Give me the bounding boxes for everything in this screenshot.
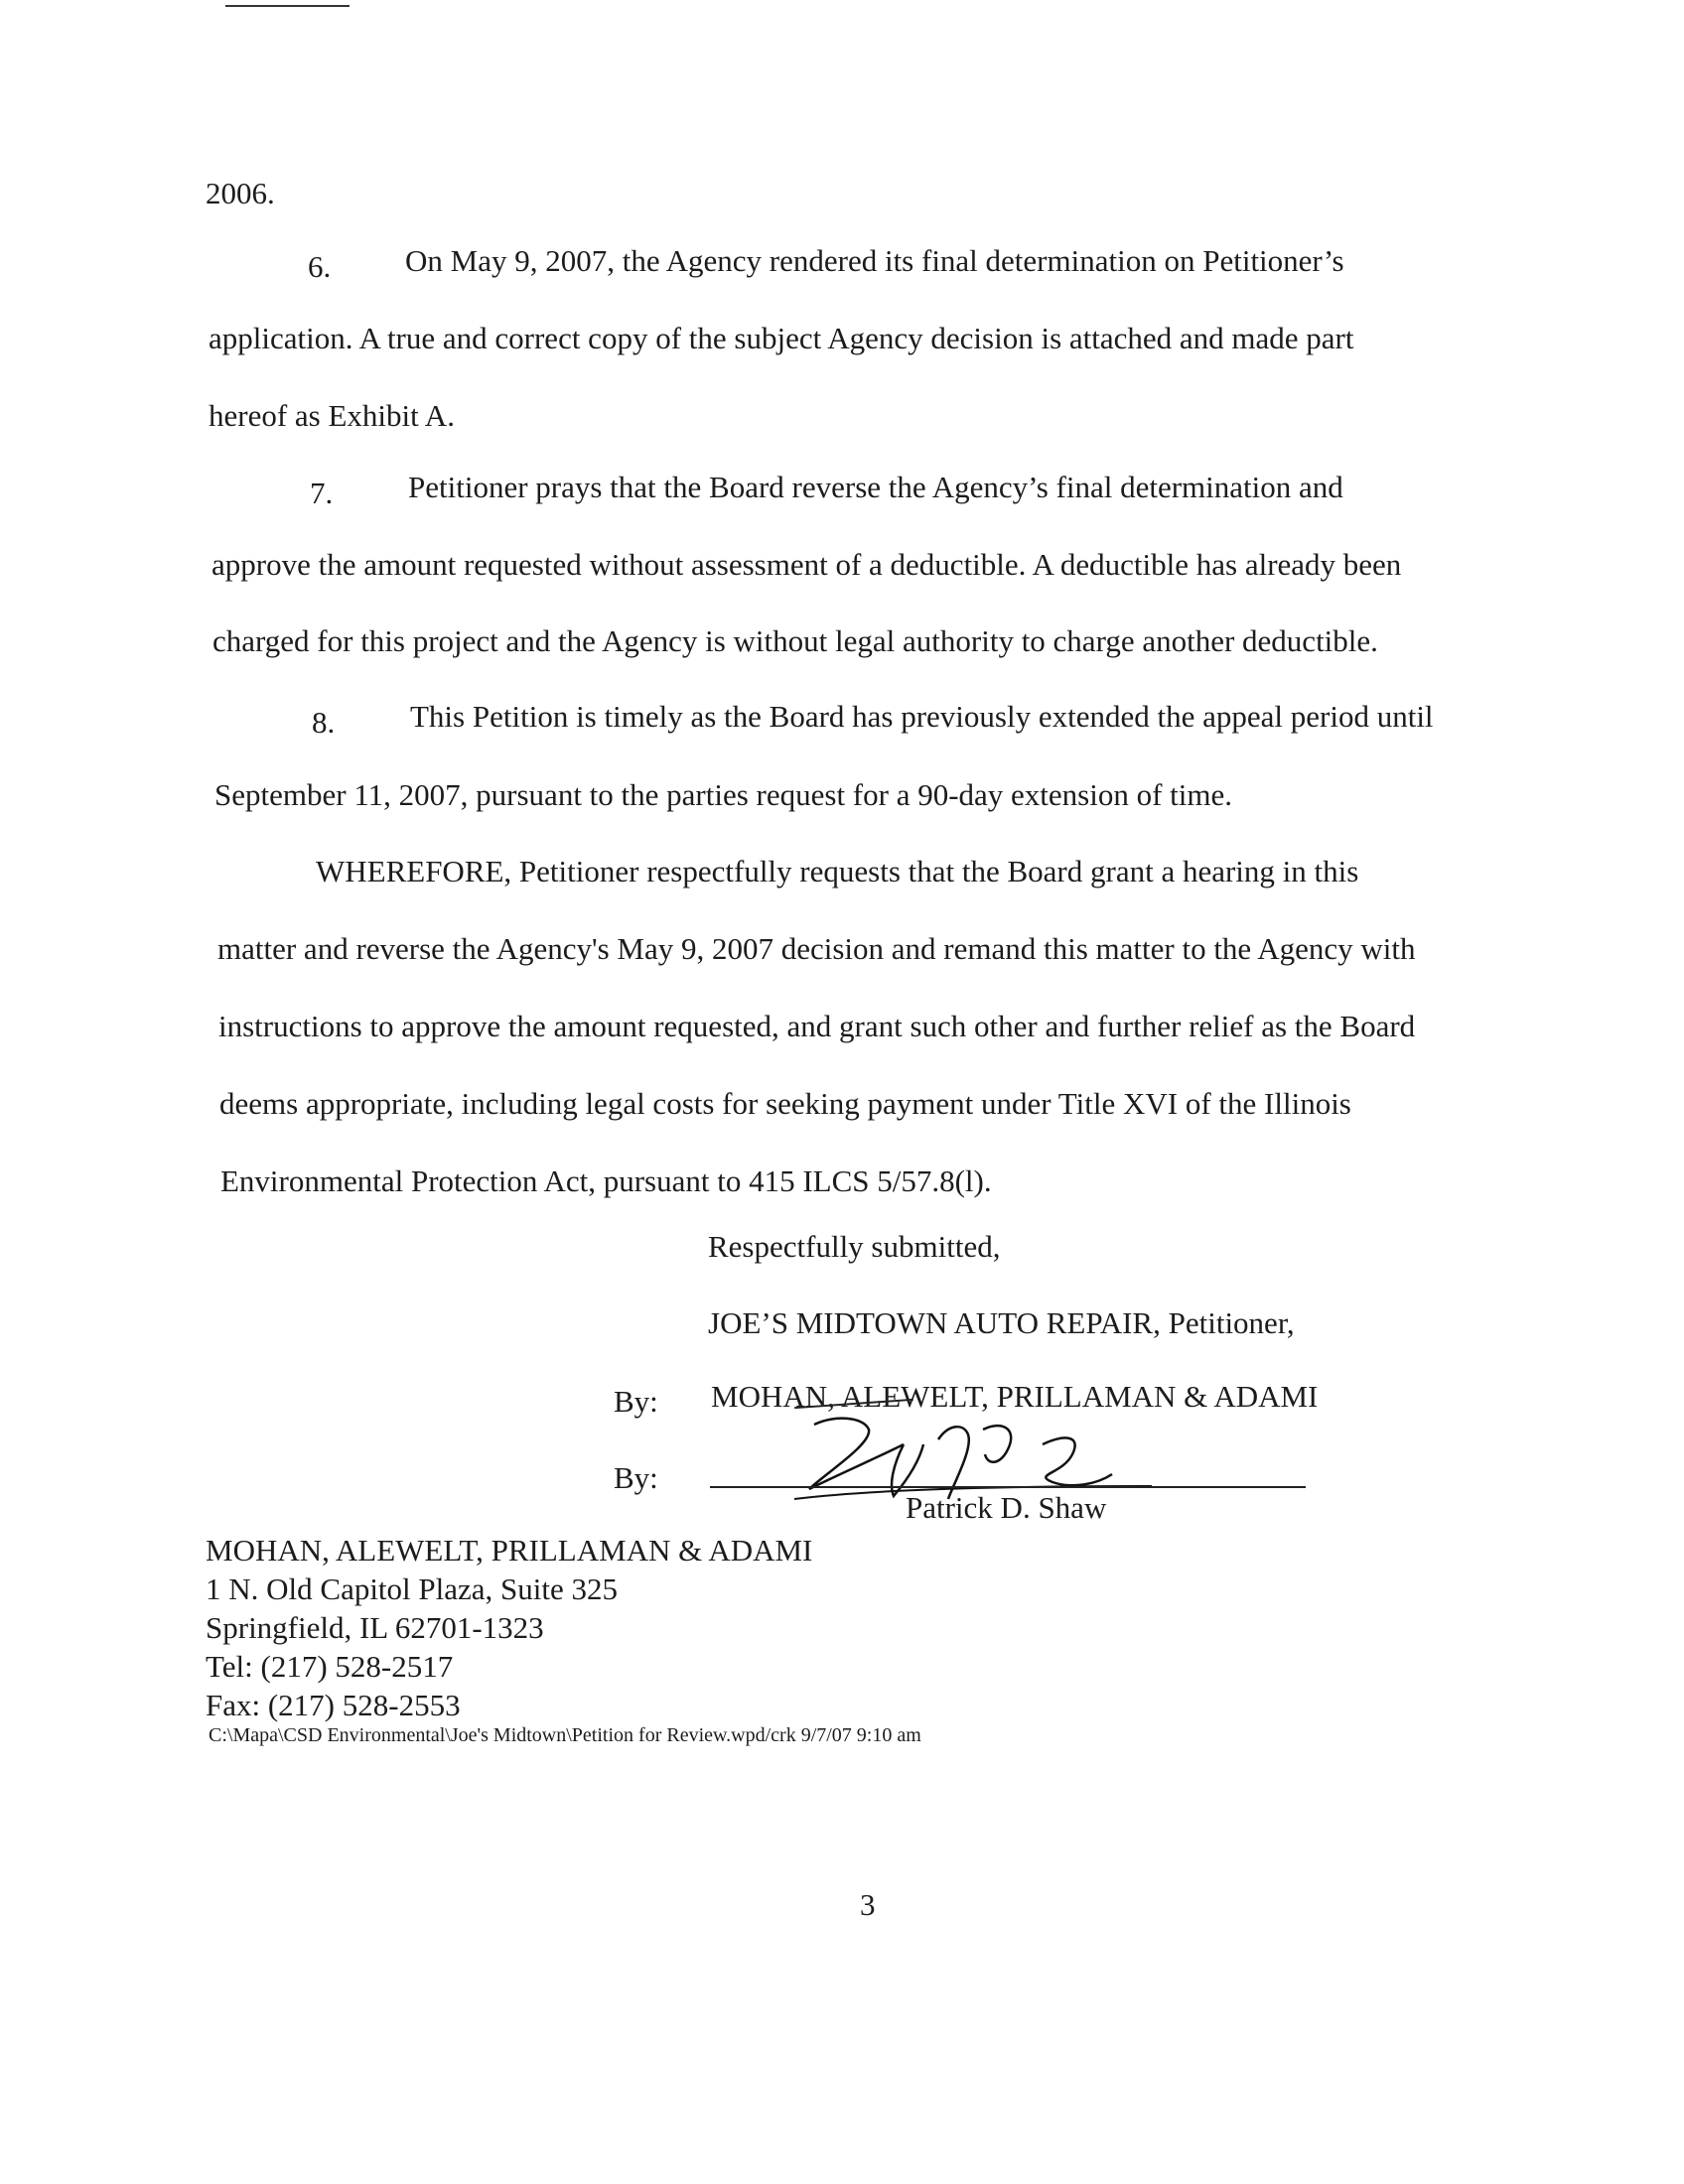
by-label-1: By: [614,1384,658,1419]
signer-name: Patrick D. Shaw [906,1490,1107,1525]
address-tel: Tel: (217) 528-2517 [206,1649,454,1684]
paragraph-6-line-2: application. A true and correct copy of the subject Agency decision is attached and made part [209,321,1354,355]
wherefore-line-1: WHEREFORE, Petitioner respectfully requests that the Board grant a hearing in this [316,854,1359,888]
firm-by-line: MOHAN, ALEWELT, PRILLAMAN & ADAMI [711,1379,1319,1414]
address-firm: MOHAN, ALEWELT, PRILLAMAN & ADAMI [206,1533,813,1568]
paragraph-6-line-3: hereof as Exhibit A. [209,398,455,433]
party-name: JOE’S MIDTOWN AUTO REPAIR, Petitioner, [708,1305,1295,1340]
address-city: Springfield, IL 62701-1323 [206,1610,544,1645]
paragraph-7-number: 7. [310,476,334,510]
paragraph-6-number: 6. [308,249,332,284]
by-label-2: By: [614,1460,658,1495]
wherefore-line-3: instructions to approve the amount requested, and grant such other and further relief as the Board [218,1009,1416,1043]
file-path-footer: C:\Mapa\CSD Environmental\Joe's Midtown\Petition for Review.wpd/crk 9/7/07 9:10 am [209,1724,921,1746]
paragraph-8-number: 8. [312,705,336,740]
wherefore-line-2: matter and reverse the Agency's May 9, 2007 decision and remand this matter to the Agency with [217,931,1416,966]
paragraph-8-line-1: This Petition is timely as the Board has previously extended the appeal period until [410,699,1434,734]
continuation-text: 2006. [206,176,275,210]
paragraph-6-line-1: On May 9, 2007, the Agency rendered its final determination on Petitioner’s [405,243,1344,278]
page-number: 3 [860,1887,876,1922]
paragraph-7-line-2: approve the amount requested without assessment of a deductible. A deductible has already been [211,547,1402,582]
address-street: 1 N. Old Capitol Plaza, Suite 325 [206,1571,619,1606]
closing-text: Respectfully submitted, [708,1229,1001,1264]
wherefore-line-4: deems appropriate, including legal costs for seeking payment under Title XVI of the Illinois [219,1086,1351,1121]
paragraph-7-line-3: charged for this project and the Agency is without legal authority to charge another deductible. [212,623,1378,658]
paragraph-7-line-1: Petitioner prays that the Board reverse the Agency’s final determination and [408,470,1343,504]
signature-line [710,1486,1306,1488]
top-rule [225,5,350,7]
paragraph-8-line-2: September 11, 2007, pursuant to the parties request for a 90-day extension of time. [214,777,1233,812]
address-fax: Fax: (217) 528-2553 [206,1688,461,1722]
wherefore-line-5: Environmental Protection Act, pursuant to 415 ILCS 5/57.8(l). [220,1163,992,1198]
